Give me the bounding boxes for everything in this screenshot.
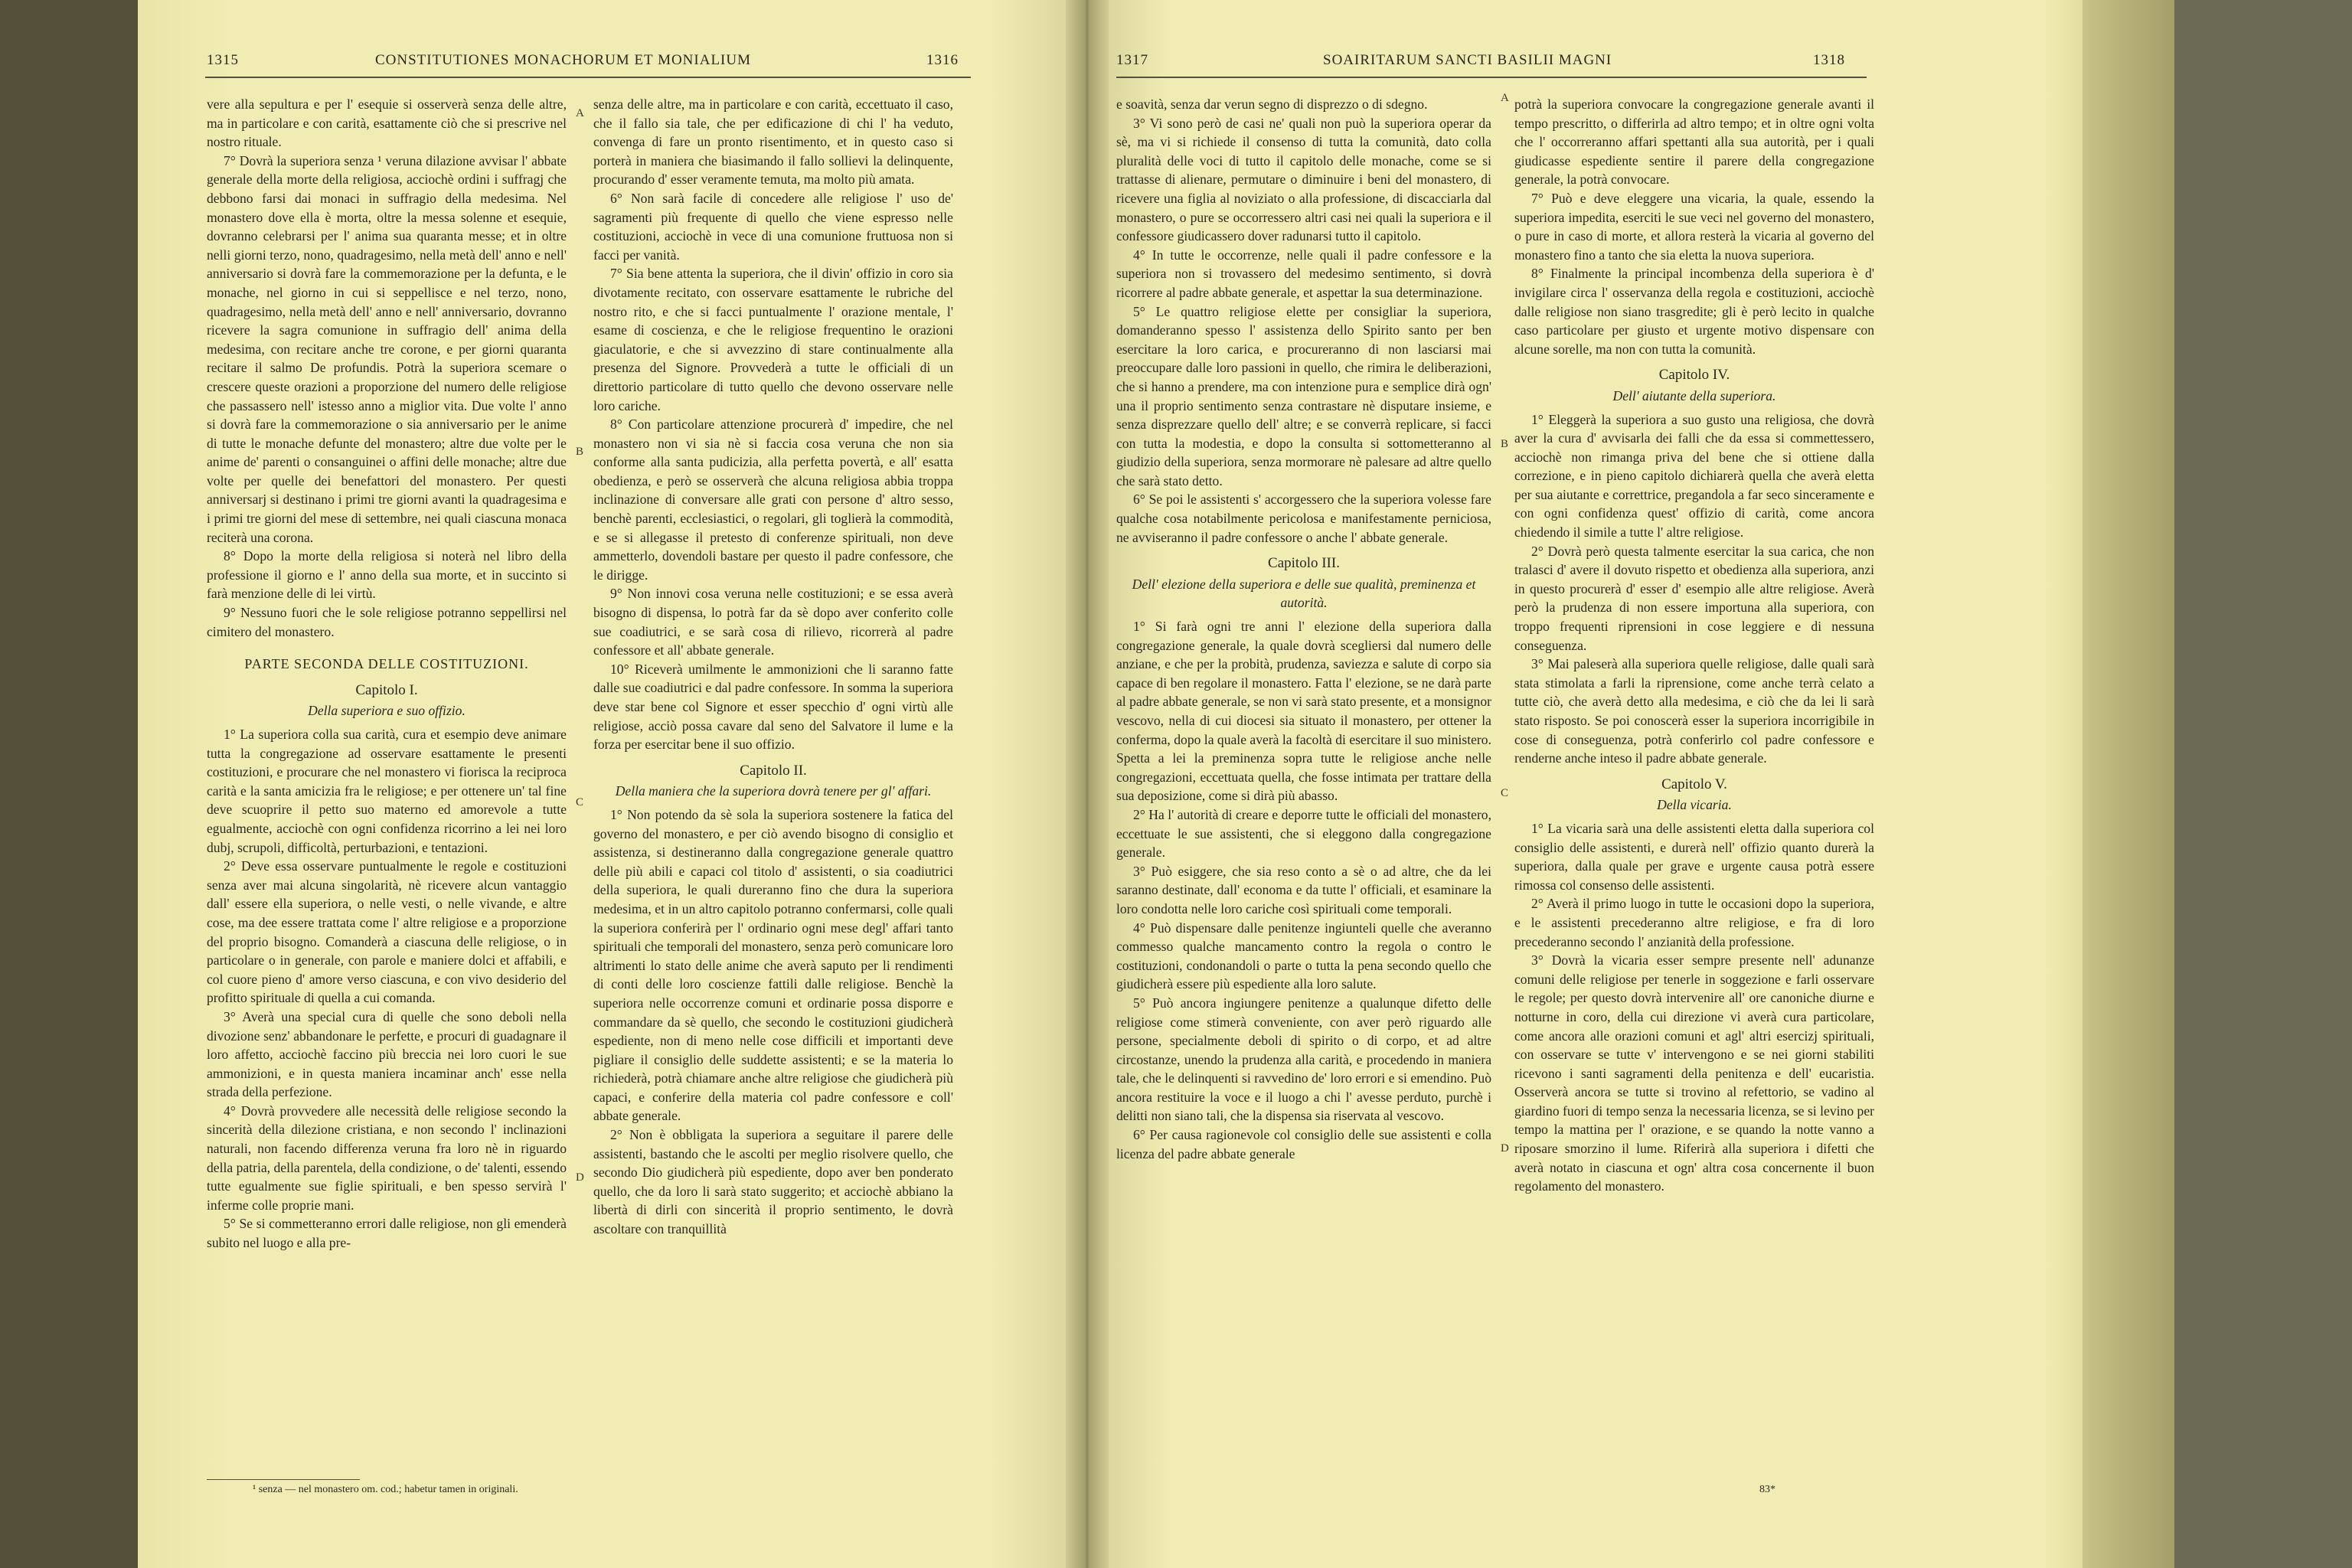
- margin-letter: C: [576, 796, 584, 808]
- left-page: [138, 0, 1066, 1568]
- right-column-2: [1514, 95, 1874, 1196]
- paragraph: vere alla sepultura e per l' esequie si osserverà senza delle altre, ma in particolare e con carità, esattamente ciò che si prescrive nel nostro rituale.: [207, 96, 567, 150]
- paragraph: 8° Dopo la morte della religiosa si noterà nel libro della professione il giorno e l' anno della sua morte, et in succinto si farà menzione delle di lei virtù.: [207, 548, 567, 602]
- paragraph: 10° Riceverà umilmente le ammonizioni che li saranno fatte dalle sue coadiutrici e dal padre confessore. In somma la superiora deve star bene col Signore et esser specchio d' ogni virtù alle religiose, acciò possa cavare dal seno del Salvatore il lume e la forza per esercitar bene il suo offizio.: [593, 661, 953, 753]
- paragraph: 1° Si farà ogni tre anni l' elezione della superiora dalla congregazione generale, la quale dovrà scegliersi dal numero delle anziane, e che per la probità, prudenza, saviezza e salute di corpo sia capace di ben regolare il monastero. Fatta l' elezione, se ne darà parte al padre abbate generale, se non vi sarà stato presente, et a monsignor vescovo, nella di cui diocesi sia situato il monastero, per ottener la conferma, dopo la quale averà la facoltà di esercitare il suo ministero. Spetta a lei la preminenza sopra tutte le religiose anche nelle congregazioni, eccettuata quella, che fosse intimata per trattare della sua deposizione, come si dirà più abasso.: [1116, 619, 1491, 804]
- paragraph: 6° Non sarà facile di concedere alle religiose l' uso de' sagramenti più frequente di quello che viene espresso nelle costituzioni, acciochè in vece di una comunione fruttuosa non si facci per vanità.: [593, 190, 953, 263]
- paragraph: 3° Può esiggere, che sia reso conto a sè o ad altre, che da lei saranno destinate, dall' economa e da tutte l' officiali, et esaminare la loro condotta nelle loro cariche così spirituali come temporali.: [1116, 863, 1491, 916]
- paragraph: 7° Dovrà la superiora senza ¹ veruna dilazione avvisar l' abbate generale della morte della religiosa, acciochè ordini i suffragj che debbono farsi dai monaci in suffragio della medesima. Nel monastero dove ella è morta, oltre la messa solenne et esequie, dovranno celebrarsi per l' anima sua quaranta messe; et in oltre nelli giorni terzo, nono, quadragesimo, nella metà dell' anno e nell' anniversario si dovrà fare la commemorazione per la defunta, e le monache, nel giorno in cui si seppellisce e nel terzo, nono, quadragesimo, nella metà dell' anno e nell' anniversario, dovranno ricevere la sagra comunione in suffragio dell' anima della medesima, con recitare anche tre corone, e per giorni quaranta recitare il salmo De profundis. Potrà la superiora scemare o crescere queste orazioni a proporzione del numero delle religiose che passassero nell' istesso anno a miglior vita. Due volte l' anno si dovrà fare la commemorazione o sia anniversario per le anime di tutte le monache defunte del monastero; altre due volte per le anime de' parenti o consanguinei o affini delle monache; altre due volte per quelle dei benefattori del monastero. Per questi anniversarj si destinano i primi tre giorni avanti la quadragesima e i primi tre giorni del mese di settembre, nei quali ciascuna monaca reciterà una corona.: [207, 152, 567, 545]
- chapter-title: Capitolo III.: [1268, 555, 1340, 572]
- paragraph: 5° Se si commetteranno errori dalle religiose, non gli emenderà subito nel luogo e alla pre-: [207, 1216, 567, 1251]
- signature-mark: 83*: [1759, 1484, 1775, 1495]
- paragraph: 7° Sia bene attenta la superiora, che il divin' offizio in coro sia divotamente recitato, con osservare esattamente le rubriche del nostro rito, e che si facci puntualmente l' orazione mentale, l' esame di coscienza, e che le religiose frequentino le orazioni giaculatorie, e che si avvezzino di stare continualmente alla presenza del Signore. Provvederà a tutte le officiali di un direttorio particolare di tutto quello che devono osservare nelle loro cariche.: [593, 266, 953, 413]
- margin-letter: A: [576, 107, 584, 119]
- right-column-1: [1116, 95, 1491, 1163]
- paragraph: 1° La superiora colla sua carità, cura et esempio deve animare tutta la congregazione ad osservare esattamente le presenti costituzioni, e procurare che nel monastero vi fiorisca la reciproca carità e la santa amicizia fra le religiose; e per ottenere un' tal fine deve scuoprire il petto suo materno ed amorevole a tutte egualmente, acciochè con ogni confidenza ricorrino a lei nei loro dubj, scrupoli, difficoltà, perturbazioni, e tentazioni.: [207, 727, 567, 855]
- chapter-title: Capitolo I.: [355, 681, 418, 698]
- paragraph: 3° Dovrà la vicaria esser sempre presente nell' adunanze comuni delle religiose per tenerle in soggezione e farli osservare le regole; per questo dovrà intervenire all' ore canoniche diurne e notturne in coro, della cui direzione vi averà cura particolare, come ancora alle orazioni comuni et agl' altri esercizj spirituali, con osservare se tutte v' intervengono e se nei giorni stabiliti ricevono i santi sagramenti della penitenza e dell' eucaristia. Osserverà ancora se tutte si trovino al refettorio, se vadino al giardino fuori di tempo senza la necessaria licenza, se si levino per tempo la mattina per l' orazione, e se quando la notte vanno a riposare smorzino il lume. Riferirà alla superiora i difetti che averà notato in ciascuna et ogn' altra cosa concernente il buon regolamento del monastero.: [1514, 952, 1874, 1194]
- page-number: 1316: [926, 52, 959, 68]
- paragraph: 4° Dovrà provvedere alle necessità delle religiose secondo la sincerità della dilezione cristiana, e non secondo l' inclinazioni naturali, non facendo differenza veruna fra loro nè in riguardo della patria, della parentela, della condizione, o de' talenti, essendo tutte egualmente sue figlie spirituali, e ben spesso servirà l' inferme colle proprie mani.: [207, 1102, 567, 1213]
- paragraph: 2° Averà il primo luogo in tutte le occasioni dopo la superiora, e le assistenti precederanno altre religiose, e fra di loro precederanno secondo l' anzianità della professione.: [1514, 896, 1874, 949]
- paragraph: e soavità, senza dar verun segno di disprezzo o di sdegno.: [1116, 96, 1428, 112]
- footnote-rule: [207, 1479, 360, 1480]
- right-page: [1109, 0, 2082, 1568]
- paragraph: 6° Se poi le assistenti s' accorgessero che la superiora volesse fare qualche cosa notabilmente pericolosa e manifestamente perniciosa, ne avviseranno il padre confessore o anche l' abbate generale.: [1116, 492, 1491, 545]
- paragraph: 3° Averà una special cura di quelle che sono deboli nella divozione senz' abbandonare le perfette, e procuri di guadagnare il loro affetto, acciochè faccino più breccia nei loro cuori le sue ammonizioni, e in questa maniera incaminar anch' esse nella strada della perfezione.: [207, 1008, 567, 1100]
- paragraph: 7° Può e deve eleggere una vicaria, la quale, essendo la superiora impedita, eserciti le sue veci nel governo del monastero, o pure in caso di morte, et allora resterà la vicaria al governo del monastero fino a tanto che sia eletta la nuova superiora.: [1514, 190, 1874, 263]
- paragraph: 5° Le quattro religiose elette per consigliar la superiora, domanderanno spesso l' assistenza dello Spirito santo per ben esercitare la loro carica, e procureranno di non lasciarsi mai preoccupare dalle loro passioni in quello, che rimira le deliberazioni, che si hanno a prendere, ma con intenzione pura e semplice dirà ogn' una il proprio sentimento senza contrastare nè disputare insieme, e senza disprezzare quello dell' altre; e se converrà replicare, si facci con tutta la modestia, e dopo la consulta si sottometteranno al giudizio della superiora, senza mormorare nè palesare ad altre quello che sarà stato detto.: [1116, 303, 1491, 488]
- running-head: CONSTITUTIONES MONACHORUM ET MONIALIUM: [375, 52, 752, 68]
- paragraph: 4° In tutte le occorrenze, nelle quali il padre confessore e la superiora non si trovassero del medesimo sentimento, si dovrà ricorrere al padre abbate generale, et aspettar la sua determinazione.: [1116, 247, 1491, 300]
- paragraph: 1° Non potendo da sè sola la superiora sostenere la fatica del governo del monastero, e per ciò avendo bisogno di consiglio et assistenza, si destineranno dalla congregazione generale quattro delle più abili e capaci col titolo d' assistenti, o sia coadiutrici della superiora, le quali dureranno fino che dura la superiora medesima, et in un altro capitolo potranno confermarsi, colle quali la superiora conferirà per l' ordinario ogni mese degl' affari tanto spirituali che temporali del monastero, senza però comunicare loro altrimenti lo stato delle anime che averà saputo per li rendimenti di conti delle loro coscienze fattili dalle religiose. Benchè la superiora nelle occorrenze comuni et ordinarie possa disporre e commandare da sè quello, che secondo le costituzioni giudicherà espediente, non di meno nelle cose difficili et importanti deve pigliare il consiglio delle suddette assistenti; e se la materia lo richiederà, potrà chiamare anche altre religiose che giudicherà più capaci, e conferire della materia col padre confessore e coll' abbate generale.: [593, 806, 953, 1124]
- paragraph: 6° Per causa ragionevole col consiglio delle sue assistenti e colla licenza del padre abbate generale: [1116, 1127, 1491, 1161]
- page-number: 1317: [1116, 52, 1148, 68]
- paragraph: 3° Mai paleserà alla superiora quelle religiose, dalle quali sarà stata stimolata a farli la riprensione, come anche terrà celato a tutte ciò, che averà detto alla medesima, e ciò che da lei li sarà stato risposto. Se poi conoscerà esser la superiora incorrigibile in cose di conseguenza, potrà conferirlo col padre confessore e renderne anche inteso il padre abbate generale.: [1514, 656, 1874, 766]
- chapter-title: Capitolo II.: [740, 762, 807, 779]
- paragraph: 9° Non innovi cosa veruna nelle costituzioni; e se essa averà bisogno di dispensa, lo potrà far da sè dopo aver conferito colle sue coadiutrici, e se sarà cosa di rilievo, ricorrerà al padre confessore et all' abbate generale.: [593, 586, 953, 658]
- paragraph: 2° Deve essa osservare puntualmente le regole e costituzioni senza aver mai alcuna singolarità, nè ricevere alcun vantaggio dall' essere ella superiora, o nelle vesti, o nelle vivande, e altre cose, ma dee essere trattata come l' altre religiose e a proporzione del proprio bisogno. Comanderà a ciascuna delle religiose, o in particolare o in generale, con parole e maniere dolci et affabili, e col cuore pieno d' amore verso ciascuna, e con vivo desiderio del profitto spirituale di quella a cui comanda.: [207, 858, 567, 1006]
- chapter-subtitle: Della maniera che la superiora dovrà tenere per gl' affari.: [615, 783, 932, 799]
- paragraph: 2° Ha l' autorità di creare e deporre tutte le officiali del monastero, eccettuate le sue assistenti, che si eleggono dalla congregazione generale.: [1116, 806, 1491, 861]
- page-number: 1318: [1813, 52, 1845, 68]
- running-head: SOAIRITARUM SANCTI BASILII MAGNI: [1323, 52, 1612, 68]
- paragraph: 1° La vicaria sarà una delle assistenti eletta dalla superiora col consiglio delle assistenti, e durerà nell' offizio quanto durerà la superiora, dalla quale per grave e urgente causa potrà essere rimossa col consenso delle assistenti.: [1514, 820, 1874, 893]
- paragraph: 2° Non è obbligata la superiora a seguitare il parere delle assistenti, bastando che le ascolti per meglio risolvere quello, che secondo Dio giudicherà più espediente, dopo aver ben ponderato quello, che da loro li sarà stato suggerito; et acciochè abbiano la libertà di dirli con sincerità il proprio sentimento, le dovrà ascoltare con tranquillità: [593, 1127, 953, 1237]
- paragraph: potrà la superiora convocare la congregazione generale avanti il tempo prescritto, o differirla ad altro tempo; et in oltre ogni volta che l' occorreranno affari spettanti alla sua autorità, per i quali giudicasse espediente sentire il parere della congregazione generale, la potrà convocare.: [1514, 96, 1874, 188]
- book-edge: [2082, 0, 2174, 1568]
- paragraph: 9° Nessuno fuori che le sole religiose potranno seppellirsi nel cimitero del monastero.: [207, 605, 567, 639]
- chapter-title: Capitolo V.: [1661, 776, 1727, 792]
- margin-letter: B: [576, 446, 584, 458]
- header-rule: [1116, 77, 1867, 78]
- margin-letter: D: [576, 1171, 584, 1184]
- header-rule: [205, 77, 971, 78]
- chapter-subtitle: Dell' elezione della superiora e delle sue qualità, preminenza et autorità.: [1132, 576, 1476, 611]
- chapter-subtitle: Dell' aiutante della superiora.: [1612, 387, 1776, 403]
- paragraph: 4° Può dispensare dalle penitenze ingiunteli quelle che averanno commesso qualche mancamento contro la regola o contro le costituzioni, condonandoli o parte o tutta la pena secondo quello che giudicherà essere più espediente alla loro salute.: [1116, 920, 1491, 992]
- chapter-subtitle: Della vicaria.: [1657, 797, 1732, 813]
- margin-letter: B: [1501, 438, 1509, 450]
- page-number: 1315: [207, 52, 239, 68]
- left-column-2: [593, 95, 953, 1239]
- part-title: PARTE SECONDA DELLE COSTITUZIONI.: [244, 656, 529, 672]
- margin-letter: C: [1501, 787, 1509, 799]
- margin-letter: A: [1501, 92, 1509, 104]
- chapter-subtitle: Della superiora e suo offizio.: [308, 703, 466, 719]
- background-right: [2174, 0, 2352, 1568]
- paragraph: 8° Finalmente la principal incombenza della superiora è d' invigilare circa l' osservanza della regola e costituzioni, acciochè dalle religiose non siano trasgredite; gli è però lecito in qualche caso particolare per giusto et urgente motivo dispensare con alcune sorelle, ma non con tutta la comunità.: [1514, 266, 1874, 357]
- paragraph: 8° Con particolare attenzione procurerà d' impedire, che nel monastero non vi sia nè si faccia cosa veruna che non sia conforme alla santa pudicizia, alla perfetta povertà, e all' esatta obedienza, e però se osserverà che alcuna religiosa abbia troppa inclinazione di conversare alle grati con persone d' altro sesso, benchè parenti, ecclesiastici, o regolari, gli toglierà la commodità, e se si allegasse il pretesto di conferenze spirituali, non deve ammetterlo, dovendoli bastare per questo il padre confessore, che le dirigge.: [593, 416, 953, 583]
- paragraph: 5° Può ancora ingiungere penitenze a qualunque difetto delle religiose come stimerà conveniente, con aver però riguardo alle persone, specialmente deboli di spirito o di corpo, et ad altre circostanze, unendo la prudenza alla carità, e procedendo in maniera tale, che le delinquenti si ravvedino de' loro errori e si emendino. Può ancora restituire la voce e il luogo a chi l' avesse perduto, purchè i delitti non siano tali, che la dispensa sia riservata al vescovo.: [1116, 995, 1491, 1124]
- background-left: [0, 0, 138, 1568]
- paragraph: 3° Vi sono però de casi ne' quali non può la superiora operar da sè, ma vi si richiede il consenso di tutta la comunità, dato colla pluralità delle voci di tutto il capitolo delle monache, come se si trattasse di alienare, permutare o diminuire i beni del monastero, di ricevere una figlia al noviziato o alla professione, di discacciarla dal monastero, o pure se occorressero altri casi nei quali la superiora e il confessore giudicassero dover radunarsi tutto il capitolo.: [1116, 115, 1491, 244]
- paragraph: 2° Dovrà però questa talmente esercitar la sua carica, che non tralasci d' avere il dovuto rispetto et obedienza alla superiora, anzi in questo procurerà d' esser d' esempio alle altre religiose. Averà però la prudenza di non essere importuna alla superiora, con troppo frequenti riprensioni in cose leggiere e di nessuna conseguenza.: [1514, 543, 1874, 653]
- chapter-title: Capitolo IV.: [1658, 367, 1730, 384]
- paragraph: 1° Eleggerà la superiora a suo gusto una religiosa, che dovrà aver la cura d' avvisarla dei falli che da essa si commettessero, acciochè non rimanga priva del bene che si ottiene dalla correzione, e in pieno capitolo dichiarerà quella che averà eletta per sua aiutante e correttrice, pregandola a far seco sinceramente e con ogni confidenza quest' offizio di carità, come ancora chiedendo il simile a tutte l' altre religiose.: [1514, 411, 1874, 541]
- margin-letter: D: [1501, 1142, 1509, 1155]
- book-gutter: [1066, 0, 1109, 1568]
- left-column-1: [207, 95, 567, 1253]
- paragraph: senza delle altre, ma in particolare e con carità, eccettuato il caso, che il fallo sia tale, che per edificazione di chi l' ha veduto, convenga di fare un pronto risentimento, et in questo caso si porterà in maniera che biasimando il fallo sollievi la delinquente, procurando d' esser veramente temuta, ma molto più amata.: [593, 96, 953, 188]
- footnote: ¹ senza — nel monastero om. cod.; habetur tamen in originali.: [253, 1484, 518, 1495]
